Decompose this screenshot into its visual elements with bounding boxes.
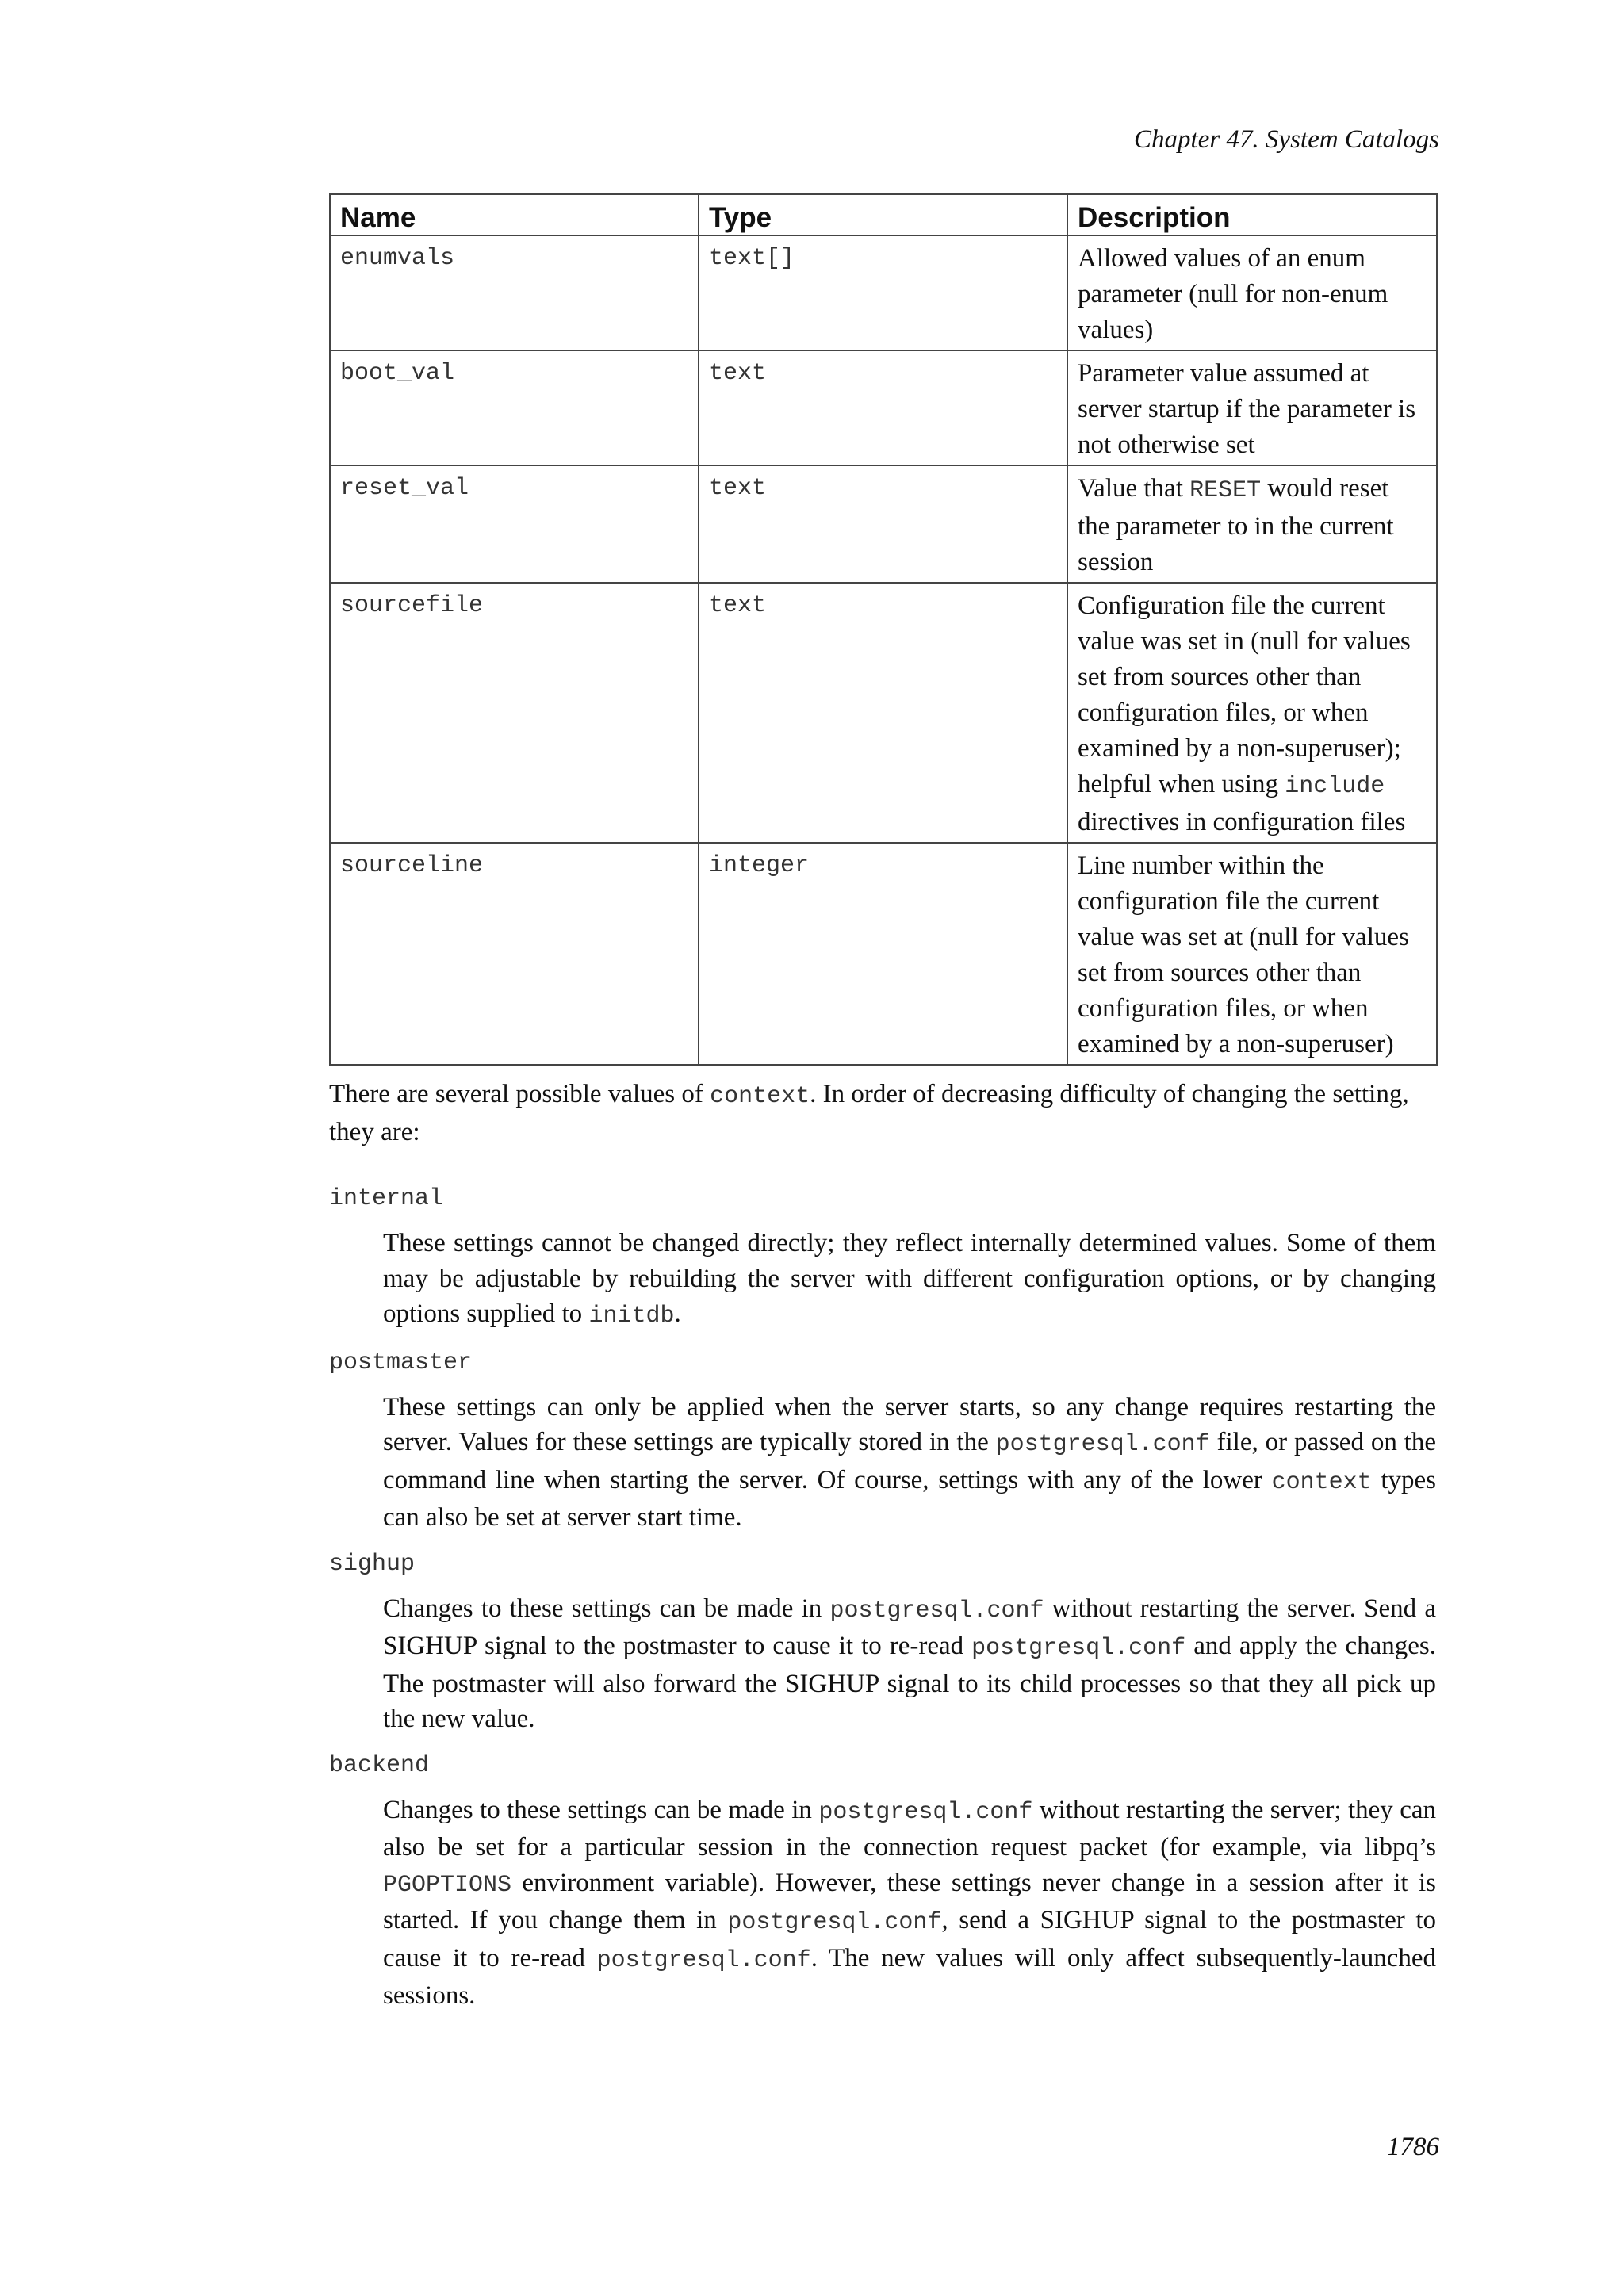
definition-text: without restarting the server. Send a SIGHUP signal to the postmaster to cause it to re-read [383, 1594, 1436, 1660]
inline-code: postgresql.conf [995, 1431, 1210, 1458]
definition-text: These settings can only be applied when the server starts, so any change requires restarting the server. Values for these settings are typically stored in the [383, 1392, 1436, 1456]
definition-text: . The new values will only affect subsequently-launched sessions. [383, 1943, 1436, 2010]
definition-text: , send a SIGHUP signal to the postmaster to cause it to re-read [383, 1906, 1436, 1973]
term-label: internal [329, 1185, 444, 1212]
cell-type: integer [699, 843, 1067, 1065]
inline-code: postgresql.conf [727, 1909, 942, 1936]
inline-code: PGOPTIONS [383, 1871, 512, 1899]
column-header-type: Type [699, 194, 1067, 235]
cell-type: text [699, 583, 1067, 843]
context-term-sighup [329, 1547, 1436, 1582]
description-text: would reset the parameter to in the current session [1078, 474, 1394, 576]
cell-name: sourceline [330, 843, 699, 1065]
table-header-row [330, 194, 1437, 235]
inline-code: postgresql.conf [596, 1946, 811, 1974]
description-text: Value that [1078, 474, 1190, 503]
inline-code: RESET [1189, 477, 1262, 504]
inline-code: initdb [588, 1303, 675, 1330]
context-term-backend [329, 1748, 1436, 1783]
cell-name: enumvals [330, 235, 699, 350]
cell-type: text [699, 465, 1067, 583]
inline-code: postgresql.conf [829, 1597, 1044, 1624]
context-list [329, 1181, 1436, 2025]
cell-description: Parameter value assumed at server startup if the parameter is not otherwise set [1067, 350, 1437, 465]
context-definition-backend [383, 1793, 1436, 2014]
definition-text: file, or passed on the command line when starting the server. Of course, settings with any of the lower [383, 1428, 1436, 1494]
column-header-name: Name [330, 194, 699, 235]
cell-type: text[] [699, 235, 1067, 350]
definition-text: These settings cannot be changed directly; they reflect internally determined values. Some of them may be adjustable by rebuilding the server with different configuration options, or by changing options supplied to [383, 1229, 1436, 1328]
definition-text: Changes to these settings can be made in [383, 1795, 819, 1824]
description-text: directives in configuration files [1078, 808, 1406, 836]
table-row [330, 465, 1437, 583]
inline-code: include [1285, 773, 1385, 800]
definition-text: without restarting the server; they can also be set for a particular session in the connection request packet (for example, via libpq’s [383, 1795, 1437, 1862]
table-row [330, 843, 1437, 1065]
context-definition-postmaster [383, 1390, 1436, 1536]
inline-code: postgresql.conf [971, 1635, 1186, 1662]
definition-text: . [674, 1299, 681, 1328]
chapter-header: Chapter 47. System Catalogs [1134, 125, 1439, 154]
context-term-internal [329, 1181, 1436, 1216]
context-definition-internal [383, 1226, 1436, 1334]
cell-description: Allowed values of an enum parameter (null for non-enum values) [1067, 235, 1437, 350]
definition-text: Changes to these settings can be made in [383, 1594, 830, 1623]
definition-text: environment variable). However, these settings never change in a session after it is started. If you change them in [383, 1868, 1436, 1934]
cell-description: Line number within the configuration file the current value was set at (null for values set from sources other than configuration files, or when examined by a non-superuser) [1067, 843, 1437, 1065]
cell-name: boot_val [330, 350, 699, 465]
intro-text: . In order of decreasing difficulty of changing the setting, they are: [329, 1080, 1409, 1146]
page-number: 1786 [1387, 2133, 1439, 2161]
table-row [330, 235, 1437, 350]
definition-text: and apply the changes. The postmaster will also forward the SIGHUP signal to its child processes so that they all pick up the new value. [383, 1632, 1437, 1733]
term-label: backend [329, 1751, 430, 1779]
term-label: postmaster [329, 1349, 473, 1376]
context-definition-sighup [383, 1591, 1436, 1737]
cell-type: text [699, 350, 1067, 465]
cell-name: reset_val [330, 465, 699, 583]
cell-description [1067, 583, 1437, 843]
description-text: Configuration file the current value was set in (null for values set from sources other than configuration files, or when examined by a non-superuser); helpful when using [1078, 591, 1411, 798]
context-term-postmaster [329, 1345, 1436, 1380]
definition-text: types can also be set at server start time. [383, 1465, 1436, 1532]
context-intro [329, 1077, 1436, 1150]
inline-code: postgresql.conf [818, 1798, 1033, 1826]
table-row [330, 583, 1437, 843]
cell-description [1067, 465, 1437, 583]
inline-code: context [1271, 1468, 1372, 1496]
cell-name: sourcefile [330, 583, 699, 843]
inline-code: context [710, 1083, 810, 1110]
table-row [330, 350, 1437, 465]
intro-text: There are several possible values of [329, 1080, 710, 1108]
column-header-description: Description [1067, 194, 1437, 235]
catalog-table [329, 193, 1438, 1066]
term-label: sighup [329, 1550, 416, 1578]
